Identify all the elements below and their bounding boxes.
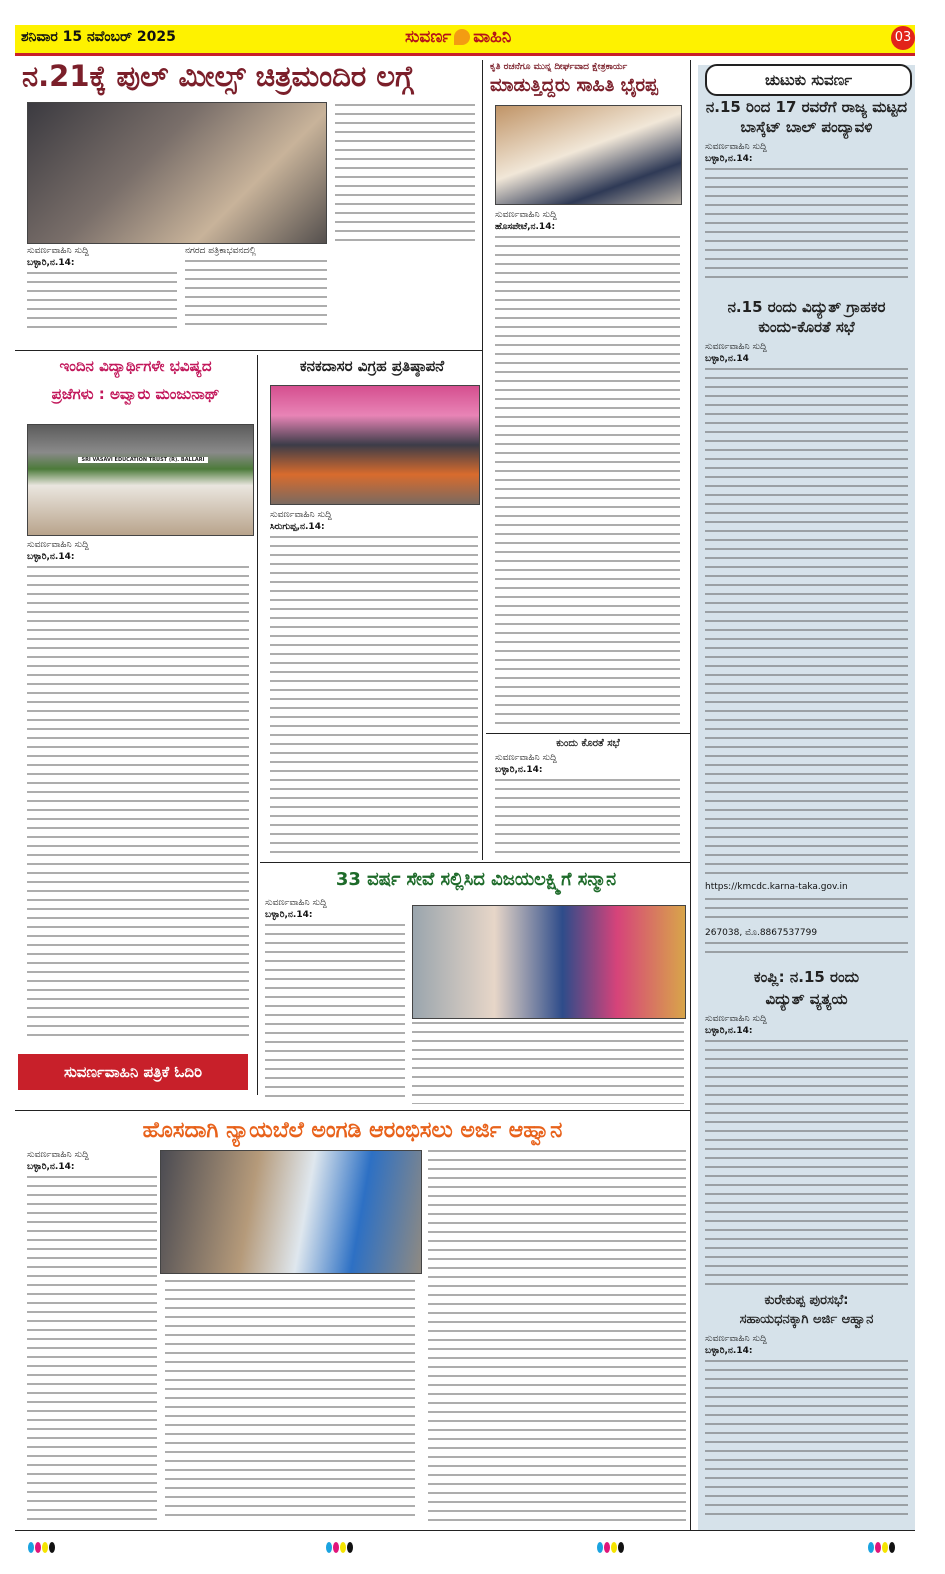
ration-shop-byline: ಸುವರ್ಣವಾಹಿನಿ ಸುದ್ದಿ xyxy=(27,1150,89,1160)
brief-byline: ಸುವರ್ಣವಾಹಿನಿ ಸುದ್ದಿ xyxy=(705,1334,767,1344)
brief-headline: ಕಂಪ್ಲಿ: ನ.15 ರಂದು xyxy=(753,968,860,986)
students-body-text xyxy=(27,566,249,1036)
kanakadasa-body-text xyxy=(270,536,478,856)
vijayalakshmi-byline: ಸುವರ್ಣವಾಹಿನಿ ಸುದ್ದಿ xyxy=(265,898,327,908)
cmyk-registration-mark xyxy=(28,1538,56,1557)
film-col2-text: ನಗರದ ಪತ್ರಿಕಾಭವನದಲ್ಲಿ xyxy=(185,246,257,256)
brief-body-text xyxy=(705,168,908,284)
students-dateline: ಬಳ್ಳಾರಿ,ನ.14: xyxy=(27,552,75,562)
brief-body-text xyxy=(705,1360,908,1522)
kundu-dateline: ಬಳ್ಳಾರಿ,ನ.14: xyxy=(495,765,543,775)
film-press-photo xyxy=(27,102,327,244)
brief-dateline: ಬಳ್ಳಾರಿ,ನ.14: xyxy=(705,1026,753,1036)
bhyrappa-headline: ಮಾಡುತ್ತಿದ್ದರು ಸಾಹಿತಿ ಭೈರಪ್ಪ xyxy=(490,75,658,96)
newspaper-logo xyxy=(405,27,511,47)
bottom-rule xyxy=(15,1530,915,1531)
section-divider xyxy=(486,733,690,734)
logo-text-right: ವಾಹಿನಿ xyxy=(473,27,512,47)
ration-shop-body-text xyxy=(428,1150,686,1522)
ration-shop-dateline: ಬಳ್ಳಾರಿ,ನ.14: xyxy=(27,1162,75,1172)
brief-body-text xyxy=(705,942,908,960)
ration-shop-body-text xyxy=(27,1176,157,1521)
section-divider xyxy=(15,350,482,351)
vijayalakshmi-felicitation-photo xyxy=(412,905,686,1019)
column-divider xyxy=(690,60,691,1530)
bhyrappa-event-photo xyxy=(495,105,682,205)
vijayalakshmi-body-text xyxy=(265,924,405,1104)
film-byline: ಸುವರ್ಣವಾಹಿನಿ ಸುದ್ದಿ xyxy=(27,246,89,256)
bhyrappa-body-text xyxy=(495,236,680,726)
bhyrappa-kicker: ಕೃತಿ ರಚನೆಗೂ ಮುನ್ನ ದೀರ್ಘವಾದ ಕ್ಷೇತ್ರಕಾರ್ಯ xyxy=(490,62,628,72)
section-divider xyxy=(15,1110,690,1111)
kanakadasa-dateline: ಸಿರುಗುಪ್ಪ,ನ.14: xyxy=(270,522,325,532)
ration-shop-headline: ಹೊಸದಾಗಿ ನ್ಯಾಯಬೆಲೆ ಅಂಗಡಿ ಆರಂಭಿಸಲು ಅರ್ಜಿ ಆಹ್ವಾನ xyxy=(142,1118,563,1143)
kanakadasa-event-photo xyxy=(270,385,480,505)
issue-date: ಶನಿವಾರ 15 ನವೆಂಬರ್ 2025 xyxy=(21,29,176,45)
brief-headline: ವಿದ್ಯುತ್ ವ್ಯತ್ಯಯ xyxy=(765,990,848,1008)
brief-headline: ಕುಂದು-ಕೊರತೆ ಸಭೆ xyxy=(758,318,855,336)
bhyrappa-byline: ಸುವರ್ಣವಾಹಿನಿ ಸುದ್ದಿ xyxy=(495,210,557,220)
brief-byline: ಸುವರ್ಣವಾಹಿನಿ ಸುದ್ದಿ xyxy=(705,342,767,352)
photo-banner-text: SRI VASAVI EDUCATION TRUST (R). BALLARI xyxy=(78,457,208,463)
contact-phone: 267038, ಮೊ.8867537799 xyxy=(705,928,818,938)
brief-headline: ನ.15 ರಿಂದ 17 ರವರೆಗೆ ರಾಜ್ಯ ಮಟ್ಟದ xyxy=(705,98,908,116)
students-event-photo xyxy=(27,424,254,536)
brief-dateline: ಬಳ್ಳಾರಿ,ನ.14 xyxy=(705,354,749,364)
column-divider xyxy=(257,355,258,1095)
ration-shop-body-text xyxy=(165,1280,415,1520)
students-headline-line1: ಇಂದಿನ ವಿದ್ಯಾರ್ಥಿಗಳೇ ಭವಿಷ್ಯದ xyxy=(59,357,212,375)
brief-headline: ಬಾಸ್ಕೆಟ್ ಬಾಲ್ ಪಂದ್ಯಾವಳಿ xyxy=(740,118,873,136)
cmyk-registration-mark xyxy=(597,1538,625,1557)
cmyk-registration-mark xyxy=(868,1538,896,1557)
vijayalakshmi-headline: 33 ವರ್ಷ ಸೇವೆ ಸಲ್ಲಿಸಿದ ವಿಜಯಲಕ್ಷ್ಮಿಗೆ ಸನ್ಮಾನ xyxy=(335,869,617,890)
film-body-text xyxy=(335,104,475,244)
kanakadasa-byline: ಸುವರ್ಣವಾಹಿನಿ ಸುದ್ದಿ xyxy=(270,510,332,520)
column-divider xyxy=(482,60,483,860)
students-byline: ಸುವರ್ಣವಾಹಿನಿ ಸುದ್ದಿ xyxy=(27,540,89,550)
film-dateline: ಬಳ್ಳಾರಿ,ನ.14: xyxy=(27,258,75,268)
brief-headline: ನ.15 ರಂದು ವಿದ್ಯುತ್ ಗ್ರಾಹಕರ xyxy=(727,298,886,316)
brief-body-text xyxy=(705,1040,908,1285)
students-headline-line2: ಪ್ರಜೆಗಳು : ಅವ್ವಾರು ಮಂಜುನಾಥ್ xyxy=(51,385,220,403)
film-body-text xyxy=(27,272,177,332)
kmcdc-link[interactable]: https://kmcdc.karna-taka.gov.in xyxy=(705,882,848,892)
logo-text-left: ಸುವರ್ಣ xyxy=(405,27,452,47)
cmyk-registration-mark xyxy=(326,1538,354,1557)
brief-body-text xyxy=(705,368,908,878)
page-number-badge: 03 xyxy=(891,26,915,50)
kanakadasa-headline: ಕನಕದಾಸರ ವಿಗ್ರಹ ಪ್ರತಿಷ್ಠಾಪನೆ xyxy=(299,357,445,375)
brief-byline: ಸುವರ್ಣವಾಹಿನಿ ಸುದ್ದಿ xyxy=(705,142,767,152)
film-body-text xyxy=(185,260,327,332)
vijayalakshmi-body-text xyxy=(412,1022,684,1104)
brief-body-text xyxy=(705,898,908,924)
kundu-body-text xyxy=(495,779,680,857)
brief-headline: ಸಹಾಯಧನಕ್ಕಾಗಿ ಅರ್ಜಿ ಆಹ್ವಾನ xyxy=(739,1312,874,1327)
film-headline: ನ.21ಕ್ಕೆ ಪುಲ್ ಮೀಲ್ಸ್ ಚಿತ್ರಮಂದಿರ ಲಗ್ಗೆ xyxy=(22,59,414,93)
brief-dateline: ಬಳ್ಳಾರಿ,ನ.14: xyxy=(705,154,753,164)
brief-headline: ಕುರೇಕುಪ್ಪ ಪುರಸಭೆ: xyxy=(764,1293,849,1308)
flame-logo-icon xyxy=(454,29,470,45)
kundu-korathe-subhead: ಕುಂದು ಕೊರತೆ ಸಭೆ xyxy=(556,738,620,749)
section-divider xyxy=(260,862,690,863)
ration-shop-photo xyxy=(160,1150,422,1274)
kundu-byline: ಸುವರ್ಣವಾಹಿನಿ ಸುದ್ದಿ xyxy=(495,753,557,763)
bhyrappa-dateline: ಹೊಸಪೇಟೆ,ನ.14: xyxy=(495,222,556,232)
sidebar-title: ಚುಟುಕು ಸುವರ್ಣ xyxy=(705,64,912,96)
read-suvarnavahini-banner: ಸುವರ್ಣವಾಹಿನಿ ಪತ್ರಿಕೆ ಓದಿರಿ xyxy=(18,1054,248,1090)
masthead xyxy=(15,25,915,56)
brief-byline: ಸುವರ್ಣವಾಹಿನಿ ಸುದ್ದಿ xyxy=(705,1014,767,1024)
vijayalakshmi-dateline: ಬಳ್ಳಾರಿ,ನ.14: xyxy=(265,910,313,920)
brief-dateline: ಬಳ್ಳಾರಿ,ನ.14: xyxy=(705,1346,753,1356)
